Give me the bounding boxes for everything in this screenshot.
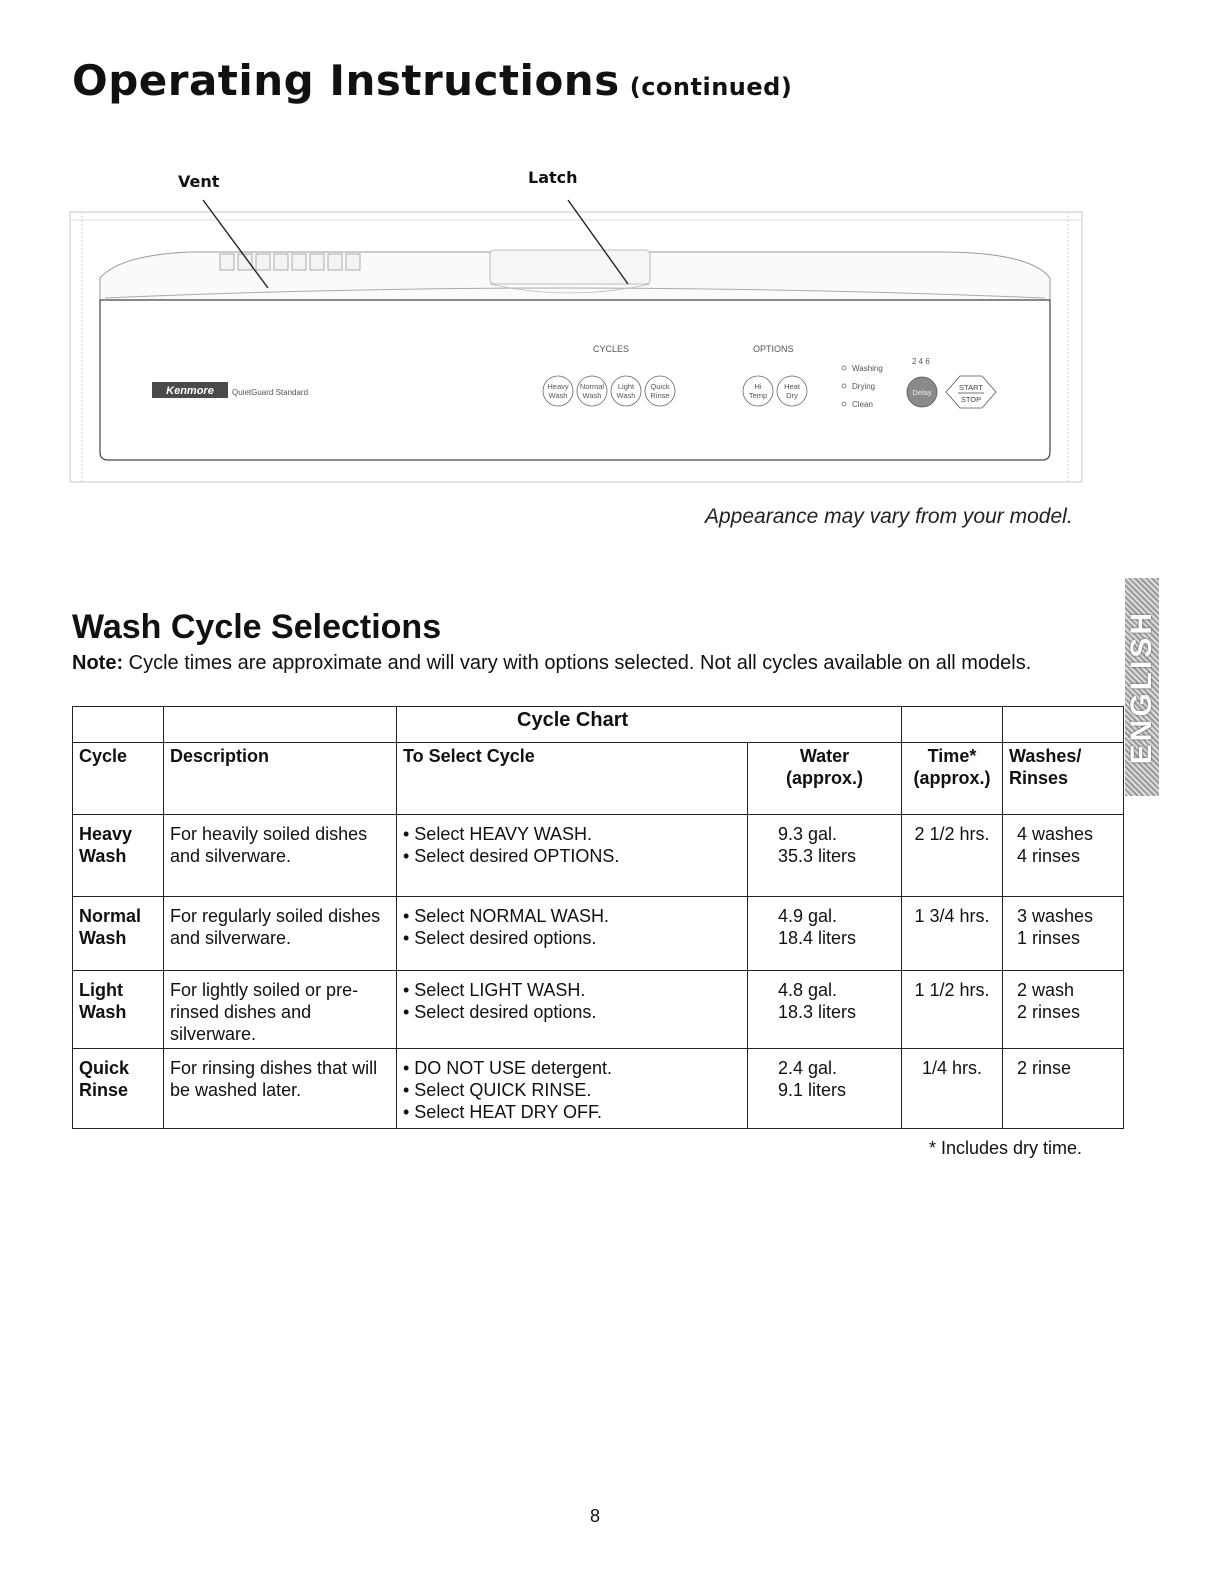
svg-text:Light: Light xyxy=(617,382,635,391)
cycle-water: 2.4 gal. 9.1 liters xyxy=(748,1049,902,1129)
table-row xyxy=(73,1049,1124,1129)
header-water: Water (approx.) xyxy=(748,743,902,815)
cycle-name: Quick Rinse xyxy=(73,1049,164,1129)
cycle-chart-table xyxy=(72,706,1124,1129)
appearance-note: Appearance may vary from your model. xyxy=(705,505,1073,528)
svg-text:Clean: Clean xyxy=(852,400,873,409)
cycle-time: 1 1/2 hrs. xyxy=(902,971,1003,1049)
svg-text:Wash: Wash xyxy=(616,391,636,400)
note-text: Cycle times are approximate and will vary with options selected. Not all cycles available on all models. xyxy=(123,652,1032,674)
cycle-water: 4.9 gal. 18.4 liters xyxy=(748,897,902,971)
latch-label: Latch xyxy=(528,168,578,187)
svg-text:Drying: Drying xyxy=(852,382,876,391)
cycle-washes: 4 washes 4 rinses xyxy=(1003,815,1124,897)
language-tab-label: ENGLISH xyxy=(1125,609,1158,765)
cycle-time: 1/4 hrs. xyxy=(902,1049,1003,1129)
footnote: * Includes dry time. xyxy=(929,1138,1083,1158)
svg-text:Temp: Temp xyxy=(748,391,768,400)
table-caption-row xyxy=(73,707,1124,743)
svg-text:Dry: Dry xyxy=(786,391,798,400)
svg-text:Rinse: Rinse xyxy=(650,391,670,400)
cycle-time: 1 3/4 hrs. xyxy=(902,897,1003,971)
cycle-washes: 2 wash 2 rinses xyxy=(1003,971,1124,1049)
cycle-steps: • Select NORMAL WASH. • Select desired options. xyxy=(397,897,748,971)
section-title: Wash Cycle Selections xyxy=(72,608,442,646)
cycle-name: Heavy Wash xyxy=(73,815,164,897)
svg-text:Wash: Wash xyxy=(582,391,602,400)
title-suffix: (continued) xyxy=(629,73,793,101)
note-label: Note: xyxy=(72,652,124,674)
cycle-water: 4.8 gal. 18.3 liters xyxy=(748,971,902,1049)
svg-text:Heat: Heat xyxy=(784,382,800,391)
svg-text:Delay: Delay xyxy=(912,388,932,397)
table-row xyxy=(73,971,1124,1049)
options-label: OPTIONS xyxy=(753,344,794,354)
svg-text:START: START xyxy=(959,383,983,392)
vent-label: Vent xyxy=(178,172,220,191)
page-title xyxy=(72,56,792,105)
table-row xyxy=(73,897,1124,971)
control-panel-illustration xyxy=(60,160,1090,490)
svg-text:Quick: Quick xyxy=(650,382,670,391)
cycle-name: Light Wash xyxy=(73,971,164,1049)
cycle-steps: • Select LIGHT WASH. • Select desired options. xyxy=(397,971,748,1049)
header-time: Time* (approx.) xyxy=(902,743,1003,815)
cycle-description: For rinsing dishes that will be washed later. xyxy=(164,1049,397,1129)
table-header-row xyxy=(73,743,1124,815)
cycle-description: For regularly soiled dishes and silverware. xyxy=(164,897,397,971)
cycle-time: 2 1/2 hrs. xyxy=(902,815,1003,897)
table-row xyxy=(73,815,1124,897)
page-number: 8 xyxy=(590,1506,601,1526)
svg-text:STOP: STOP xyxy=(960,395,982,404)
cycles-label: CYCLES xyxy=(593,344,630,354)
delay-numbers: 2 4 6 xyxy=(912,357,930,366)
table-caption: Cycle Chart xyxy=(397,707,902,743)
cycle-steps: • Select HEAVY WASH. • Select desired OPTIONS. xyxy=(397,815,748,897)
cycle-description: For heavily soiled dishes and silverware. xyxy=(164,815,397,897)
cycle-water: 9.3 gal. 35.3 liters xyxy=(748,815,902,897)
svg-text:Normal: Normal xyxy=(579,382,605,391)
cycle-washes: 2 rinse xyxy=(1003,1049,1124,1129)
svg-text:Heavy: Heavy xyxy=(547,382,569,391)
header-washes: Washes/ Rinses xyxy=(1003,743,1124,815)
cycle-name: Normal Wash xyxy=(73,897,164,971)
svg-text:Wash: Wash xyxy=(548,391,568,400)
language-tab xyxy=(1125,578,1159,796)
cycle-note xyxy=(72,652,1031,675)
header-select: To Select Cycle xyxy=(397,743,748,815)
cycle-washes: 3 washes 1 rinses xyxy=(1003,897,1124,971)
svg-text:Hi: Hi xyxy=(754,382,762,391)
cycle-steps: • DO NOT USE detergent. • Select QUICK RINSE. • Select HEAT DRY OFF. xyxy=(397,1049,748,1129)
cycle-description: For lightly soiled or pre-rinsed dishes and silverware. xyxy=(164,971,397,1049)
header-cycle: Cycle xyxy=(73,743,164,815)
title-text: Operating Instructions xyxy=(72,56,620,105)
header-description: Description xyxy=(164,743,397,815)
svg-text:Washing: Washing xyxy=(852,364,883,373)
brand-text: Kenmore xyxy=(166,385,214,397)
model-text: QuietGuard Standard xyxy=(232,388,309,397)
